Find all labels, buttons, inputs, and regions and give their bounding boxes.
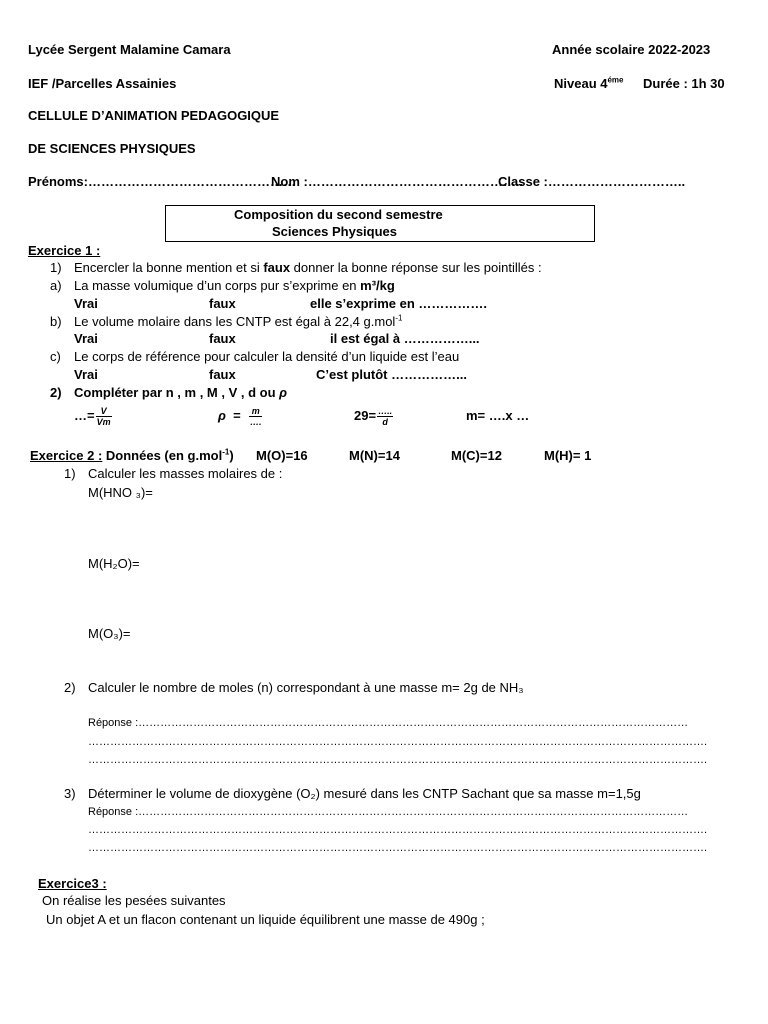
ex1-b-vrai: Vrai bbox=[74, 331, 98, 346]
ex1-b-faux: faux bbox=[209, 331, 236, 346]
ex1-a-statement: La masse volumique d’un corps pur s’exprime en m³/kg bbox=[74, 278, 395, 293]
ex3-line-1: On réalise les pesées suivantes bbox=[42, 893, 226, 908]
title-line-1: Composition du second semestre bbox=[234, 207, 443, 222]
formula-4: m= ….x … bbox=[466, 408, 530, 423]
ex2-q3-answer-line-1: Réponse :…………………………………………………………………………………………………………………………………… bbox=[88, 806, 689, 818]
molar-mass-hno3: M(HNO ₃)= bbox=[88, 485, 153, 500]
classe-field: Classe :………………………….. bbox=[498, 174, 686, 189]
ex2-q2-answer-line-2: ……………………………………………………………………………………………………………………………………………………. bbox=[88, 736, 708, 748]
ex1-a-faux: faux bbox=[209, 296, 236, 311]
niveau-label bbox=[554, 76, 624, 92]
ex1-c-statement: Le corps de référence pour calculer la densité d’un liquide est l’eau bbox=[74, 349, 460, 364]
molar-mass-h: M(H)= 1 bbox=[544, 448, 592, 463]
molar-mass-o: M(O)=16 bbox=[256, 448, 308, 463]
ex2-q1-text: Calculer les masses molaires de : bbox=[88, 466, 283, 481]
formula-2: ρ = $\frac{m}{\dots.}$ bbox=[218, 406, 262, 428]
ex1-c-vrai: Vrai bbox=[74, 367, 98, 382]
formula-1-denominator: Vm bbox=[96, 417, 111, 428]
duration-label: Durée : 1h 30 bbox=[643, 76, 725, 91]
ex3-line-2: Un objet A et un flacon contenant un liquide équilibrent une masse de 490g ; bbox=[46, 912, 485, 927]
ex1-c-faux: faux bbox=[209, 367, 236, 382]
ex1-q1-instruction: Encercler la bonne mention et si faux donner la bonne réponse sur les pointillés : bbox=[74, 260, 542, 275]
nom-field: Nom :………………………………………….. bbox=[271, 174, 524, 189]
ex1-b-statement: Le volume molaire dans les CNTP est égal à 22,4 g.mol$^{-1}$ bbox=[74, 313, 403, 329]
exercise-2-title: Exercice 2 : bbox=[30, 448, 103, 463]
formula-1-numerator: V bbox=[96, 406, 112, 417]
ex2-q3-number: 3) bbox=[64, 786, 76, 801]
molar-mass-o3: M(O₃)= bbox=[88, 626, 131, 641]
exercise-1-title: Exercice 1 : bbox=[28, 243, 101, 258]
ex1-b-number: b) bbox=[50, 314, 62, 329]
ex1-q2-instruction: Compléter par n , m , M , V , d ou ρ bbox=[74, 385, 288, 400]
cellule-line-2: DE SCIENCES PHYSIQUES bbox=[28, 141, 196, 156]
exercise-2-header: Exercice 2 : Données (en g.mol$^{-1}$) bbox=[30, 447, 234, 463]
ex1-b-answer: il est égal à ……………... bbox=[330, 331, 480, 346]
ex2-q2-text: Calculer le nombre de moles (n) correspondant à une masse m= 2g de NH₃ bbox=[88, 680, 524, 695]
formula-3: 29= $\frac{\dots..}{d}$ bbox=[354, 406, 393, 428]
niveau-text: Niveau 4 bbox=[554, 76, 608, 91]
title-line-2: Sciences Physiques bbox=[272, 224, 398, 239]
prenoms-field: Prénoms:………………………………………… bbox=[28, 174, 296, 189]
formula-2-numerator: m bbox=[249, 406, 263, 417]
ex1-q1-number: 1) bbox=[50, 260, 62, 275]
ex2-q2-answer-line-3: ……………………………………………………………………………………………………………………………………………………. bbox=[88, 754, 708, 766]
ex1-c-number: c) bbox=[50, 349, 61, 364]
niveau-sup: éme bbox=[607, 75, 624, 85]
ex1-a-answer: elle s’exprime en ……………. bbox=[310, 296, 488, 311]
ex1-a-vrai: Vrai bbox=[74, 296, 98, 311]
ex2-q2-answer-line-1: Réponse :…………………………………………………………………………………………………………………………………… bbox=[88, 717, 689, 729]
ex1-q2-number: 2) bbox=[50, 385, 62, 400]
formula-3-numerator: ….. bbox=[378, 406, 393, 417]
ex2-q3-answer-line-2: ……………………………………………………………………………………………………………………………………………………. bbox=[88, 824, 708, 836]
school-name: Lycée Sergent Malamine Camara bbox=[28, 42, 231, 57]
formula-1: …= $\frac{V}{Vm}$ bbox=[74, 406, 111, 428]
molar-mass-h2o: M(H₂O)= bbox=[88, 556, 140, 571]
exercise-3-title: Exercice3 : bbox=[38, 876, 107, 891]
molar-mass-c: M(C)=12 bbox=[451, 448, 502, 463]
ex2-q3-answer-line-3: ……………………………………………………………………………………………………………………………………………………. bbox=[88, 842, 708, 854]
ex2-q1-number: 1) bbox=[64, 466, 76, 481]
school-year: Année scolaire 2022-2023 bbox=[552, 42, 711, 57]
ex2-q3-text: Déterminer le volume de dioxygène (O₂) mesuré dans les CNTP Sachant que sa masse m=1,5g bbox=[88, 786, 641, 801]
cellule-line-1: CELLULE D’ANIMATION PEDAGOGIQUE bbox=[28, 108, 280, 123]
ex2-q2-number: 2) bbox=[64, 680, 76, 695]
ief-label: IEF /Parcelles Assainies bbox=[28, 76, 177, 91]
ex1-c-answer: C’est plutôt ……………... bbox=[316, 367, 467, 382]
formula-2-denominator: …. bbox=[249, 417, 262, 428]
ex1-a-number: a) bbox=[50, 278, 62, 293]
formula-3-denominator: d bbox=[382, 417, 388, 428]
molar-mass-n: M(N)=14 bbox=[349, 448, 400, 463]
